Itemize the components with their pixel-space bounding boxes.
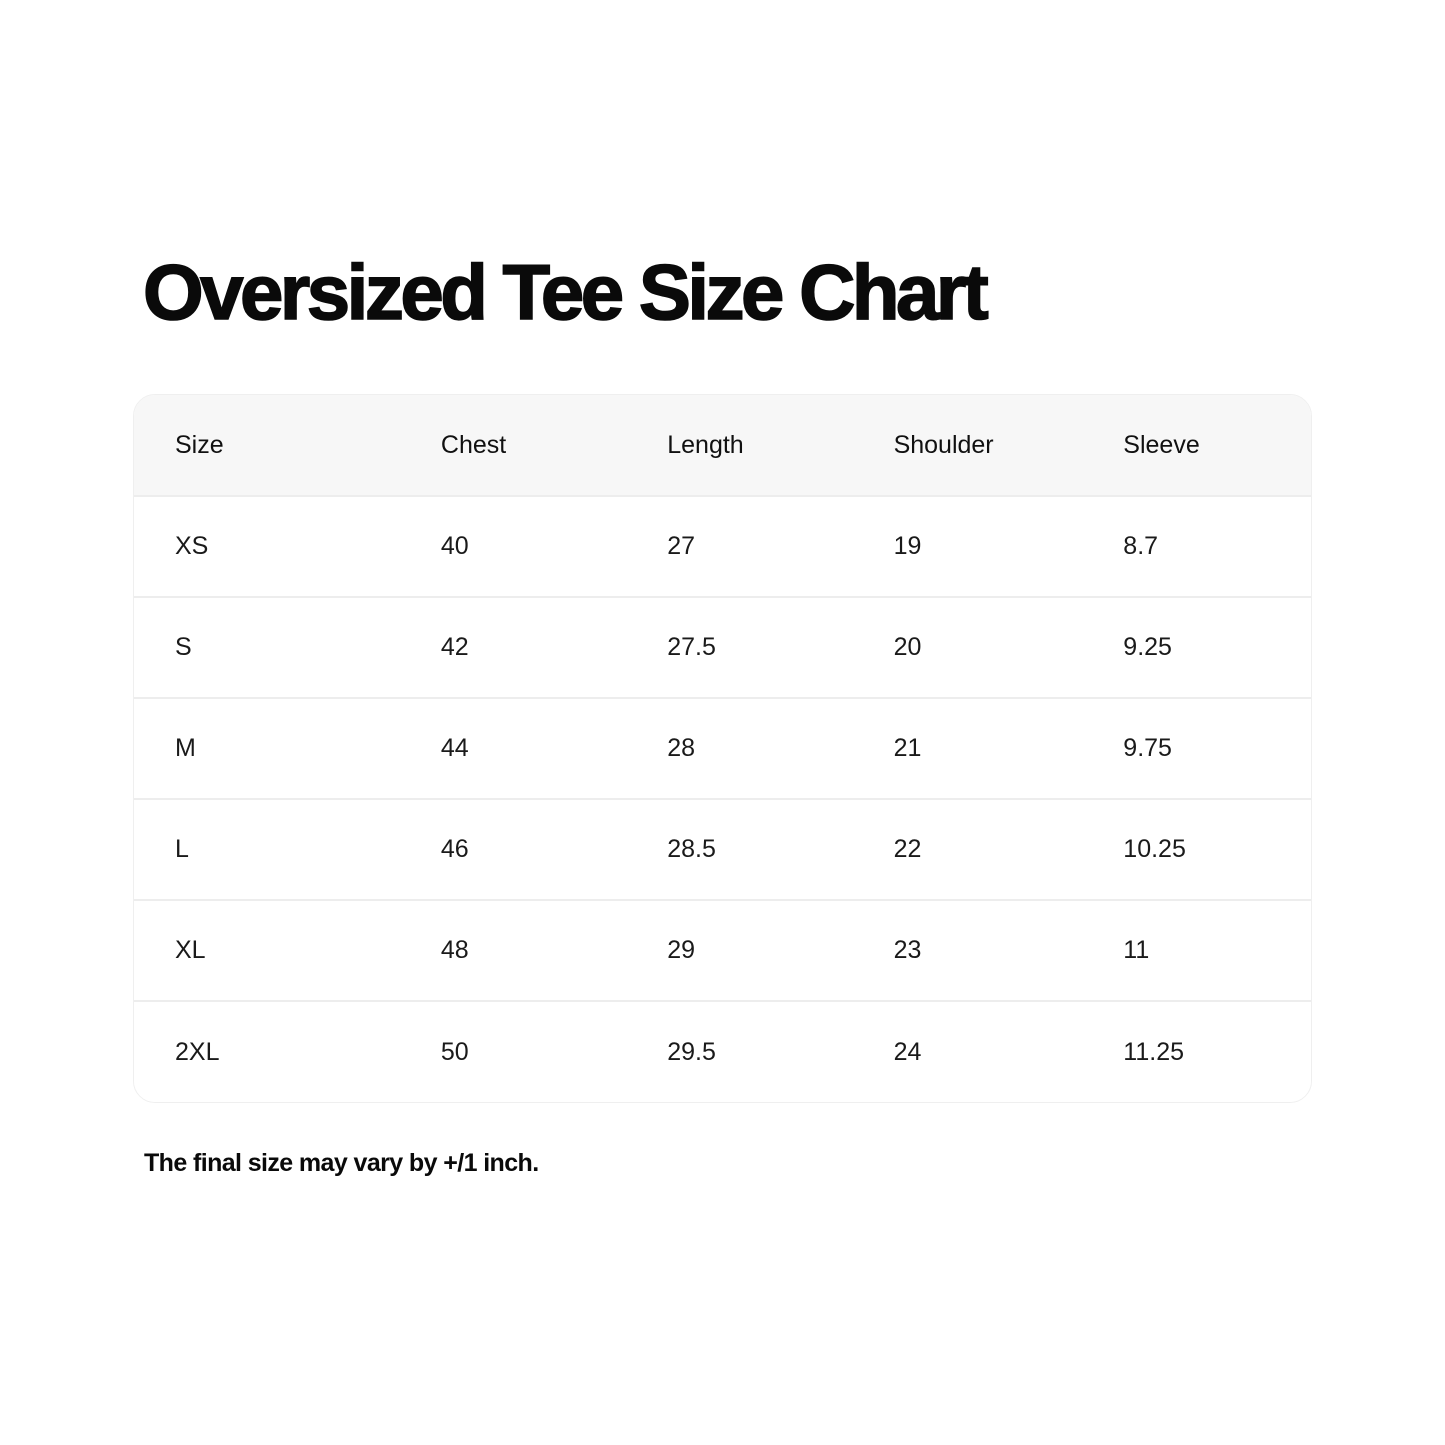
- measurement-cell: 24: [893, 1037, 922, 1066]
- measurement-cell: 48: [440, 936, 469, 964]
- measurement-cell: 19: [893, 532, 922, 560]
- measurement-cell: 10.25: [1123, 835, 1186, 863]
- size-cell: S: [175, 633, 192, 661]
- table-row: [134, 1001, 1311, 1102]
- table-row: [134, 597, 1311, 698]
- table-header-row: [134, 395, 1311, 496]
- size-cell: XS: [175, 532, 209, 560]
- measurement-cell: 21: [893, 734, 922, 762]
- size-variance-footnote: The final size may vary by +/1 inch.: [144, 1149, 539, 1177]
- size-cell: 2XL: [175, 1037, 220, 1066]
- measurement-cell: 50: [440, 1037, 469, 1066]
- measurement-cell: 28: [667, 734, 696, 762]
- column-header-chest: Chest: [440, 430, 507, 459]
- measurement-cell: 9.25: [1123, 633, 1172, 661]
- measurement-cell: 22: [893, 835, 922, 863]
- page-title: Oversized Tee Size Chart: [143, 248, 986, 336]
- measurement-cell: 9.75: [1123, 734, 1172, 762]
- measurement-cell: 42: [440, 633, 469, 661]
- measurement-cell: 27: [667, 532, 696, 560]
- measurement-cell: 29.5: [667, 1037, 716, 1066]
- measurement-cell: 11.25: [1123, 1037, 1185, 1066]
- column-header-length: Length: [667, 430, 744, 459]
- measurement-cell: 46: [440, 835, 469, 863]
- measurement-cell: 8.7: [1123, 532, 1159, 560]
- measurement-cell: 20: [893, 633, 922, 661]
- table-row: [134, 799, 1311, 900]
- size-chart-table: [134, 395, 1311, 1102]
- table-row: [134, 496, 1311, 597]
- measurement-cell: 28.5: [667, 835, 716, 863]
- table-row: [134, 900, 1311, 1001]
- measurement-cell: 11: [1123, 936, 1150, 964]
- measurement-cell: 23: [893, 936, 922, 964]
- column-header-size: Size: [175, 430, 224, 459]
- size-chart-card: [133, 394, 1312, 1103]
- measurement-cell: 40: [440, 532, 469, 560]
- size-cell: L: [175, 835, 189, 863]
- measurement-cell: 27.5: [667, 633, 716, 661]
- table-body: [134, 496, 1311, 1102]
- table-row: [134, 698, 1311, 799]
- column-header-shoulder: Shoulder: [893, 430, 994, 459]
- size-cell: M: [175, 734, 196, 762]
- measurement-cell: 44: [440, 734, 469, 762]
- size-cell: XL: [175, 936, 206, 964]
- measurement-cell: 29: [667, 936, 696, 964]
- column-header-sleeve: Sleeve: [1123, 430, 1200, 459]
